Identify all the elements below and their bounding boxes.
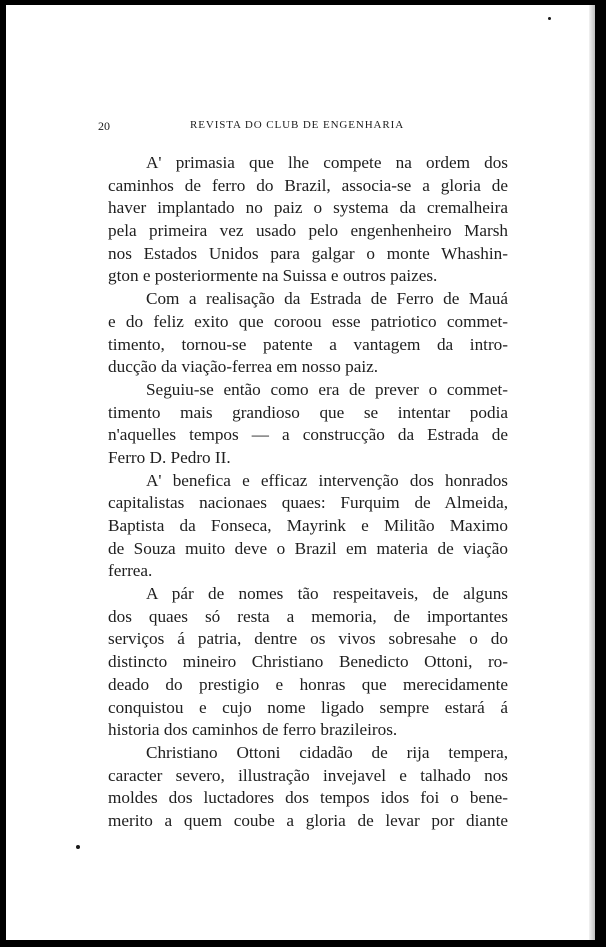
print-speck [76,845,80,849]
body-text [108,152,508,833]
text-line: timento mais grandioso que se intentar podia [108,402,508,422]
book-page [6,5,595,940]
text-line: de Souza muito deve o Brazil em materia de viação [108,538,508,558]
page-edge-shadow [589,5,595,940]
text-line: e do feliz exito que coroou esse patriotico commet- [108,311,508,331]
text-line: ducção da viação-ferrea em nosso paiz. [108,357,379,377]
text-line: serviços á patria, dentre os vivos sobresahe o do [108,629,508,649]
text-line: distincto mineiro Christiano Benedicto Ottoni, ro- [108,652,508,672]
text-line: Baptista da Fonseca, Mayrink e Militão Maximo [108,516,508,535]
text-line: Com a realisação da Estrada de Ferro de Mauá [146,289,508,309]
paragraph [108,583,508,742]
text-line: n'aquelles tempos — a construcção da Estrada de [108,425,508,445]
running-header [98,119,518,135]
paragraph [108,742,508,833]
text-line: gton e posteriormente na Suissa e outros paizes. [108,266,438,286]
paragraph [108,288,508,379]
text-line: Ferro D. Pedro II. [108,447,231,467]
text-line: haver implantado no paiz o systema da cremalheira [108,198,508,218]
text-line: dos quaes só resta a memoria, de importantes [108,606,508,626]
text-line: merito a quem coube a gloria de levar por diante [108,810,508,830]
text-line: A pár de nomes tão respeitaveis, de alguns [146,584,508,604]
text-line: timento, tornou-se patente a vantagem da intro- [108,334,508,354]
text-line: conquistou e cujo nome ligado sempre estará á [108,697,508,717]
text-line: Christiano Ottoni cidadão de rija tempera, [146,742,508,762]
text-line: nos Estados Unidos para galgar o monte Whashin- [108,243,508,263]
journal-title: REVISTA DO CLUB DE ENGENHARIA [190,119,405,131]
print-speck [548,17,551,20]
text-line: A' benefica e efficaz intervenção dos honrados [146,470,508,490]
paragraph [108,379,508,470]
text-line: caracter severo, illustração invejavel e talhado nos [108,765,508,785]
text-line: A' primasia que lhe compete na ordem dos [146,153,508,172]
text-line: historia dos caminhos de ferro brazileiros. [108,720,398,740]
text-line: deado do prestigio e honras que merecidamente [108,674,508,694]
paragraph [108,470,508,583]
text-line: capitalistas nacionaes quaes: Furquim de Almeida, [108,493,508,513]
page-number: 20 [98,119,110,133]
text-line: ferrea. [108,561,153,581]
text-line: caminhos de ferro do Brazil, associa-se a gloria de [108,175,508,195]
text-line: moldes dos luctadores dos tempos idos foi o bene- [108,788,508,808]
text-line: Seguiu-se então como era de prever o commet- [146,379,508,399]
text-line: pela primeira vez usado pelo engenhenheiro Marsh [108,221,508,241]
paragraph [108,152,508,288]
